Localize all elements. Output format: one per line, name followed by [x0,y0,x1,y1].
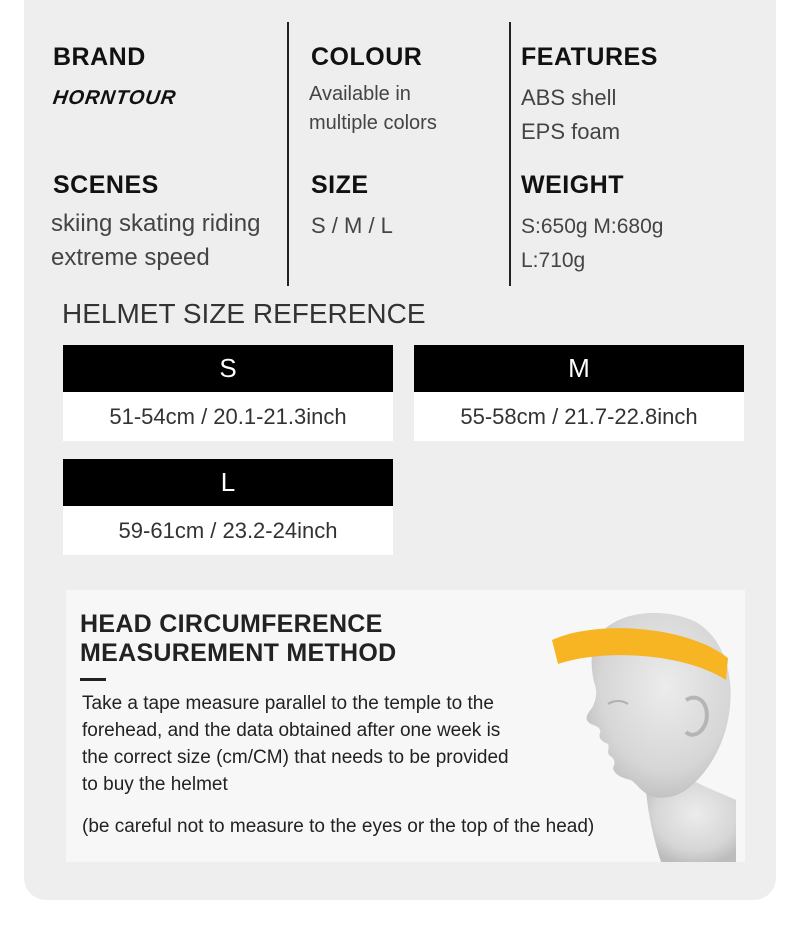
brand-logo: HORNTOUR [51,87,178,109]
features-value: ABS shell EPS foam [521,85,621,144]
size-label-l: L [63,459,393,506]
scenes-value: skiing skating riding extreme speed [51,210,261,271]
measurement-title-line1: HEAD CIRCUMFERENCE [80,610,383,638]
size-label-s: S [63,345,393,392]
measurement-title [80,610,397,668]
measurement-text: Take a tape measure parallel to the temple to the forehead, and the data obtained after one week is the correct size (cm/CM) that needs to be provided to buy the helmet [82,693,509,795]
size-label-m: M [414,345,744,392]
measurement-note: (be careful not to measure to the eyes or the top of the head) [82,816,595,837]
scenes-label: SCENES [53,171,159,199]
column-divider [509,22,511,286]
size-reference-title: HELMET SIZE REFERENCE [62,298,426,329]
colour-value: Available in multiple colors [309,83,437,134]
size-range-m: 55-58cm / 21.7-22.8inch [414,392,744,441]
size-value: S / M / L [311,213,393,238]
colour-label: COLOUR [311,43,423,71]
size-card-s [63,345,393,441]
size-label: SIZE [311,171,369,199]
size-range-l: 59-61cm / 23.2-24inch [63,506,393,555]
features-label: FEATURES [521,43,658,71]
measurement-panel [66,590,745,862]
weight-label: WEIGHT [521,171,624,199]
size-card-m [414,345,744,441]
weight-value: S:650g M:680g L:710g [521,215,664,272]
column-divider [287,22,289,286]
brand-label: BRAND [53,43,146,71]
title-dash [80,678,106,681]
size-card-l [63,459,393,555]
size-range-s: 51-54cm / 20.1-21.3inch [63,392,393,441]
measurement-title-line2: MEASUREMENT METHOD [80,639,397,667]
